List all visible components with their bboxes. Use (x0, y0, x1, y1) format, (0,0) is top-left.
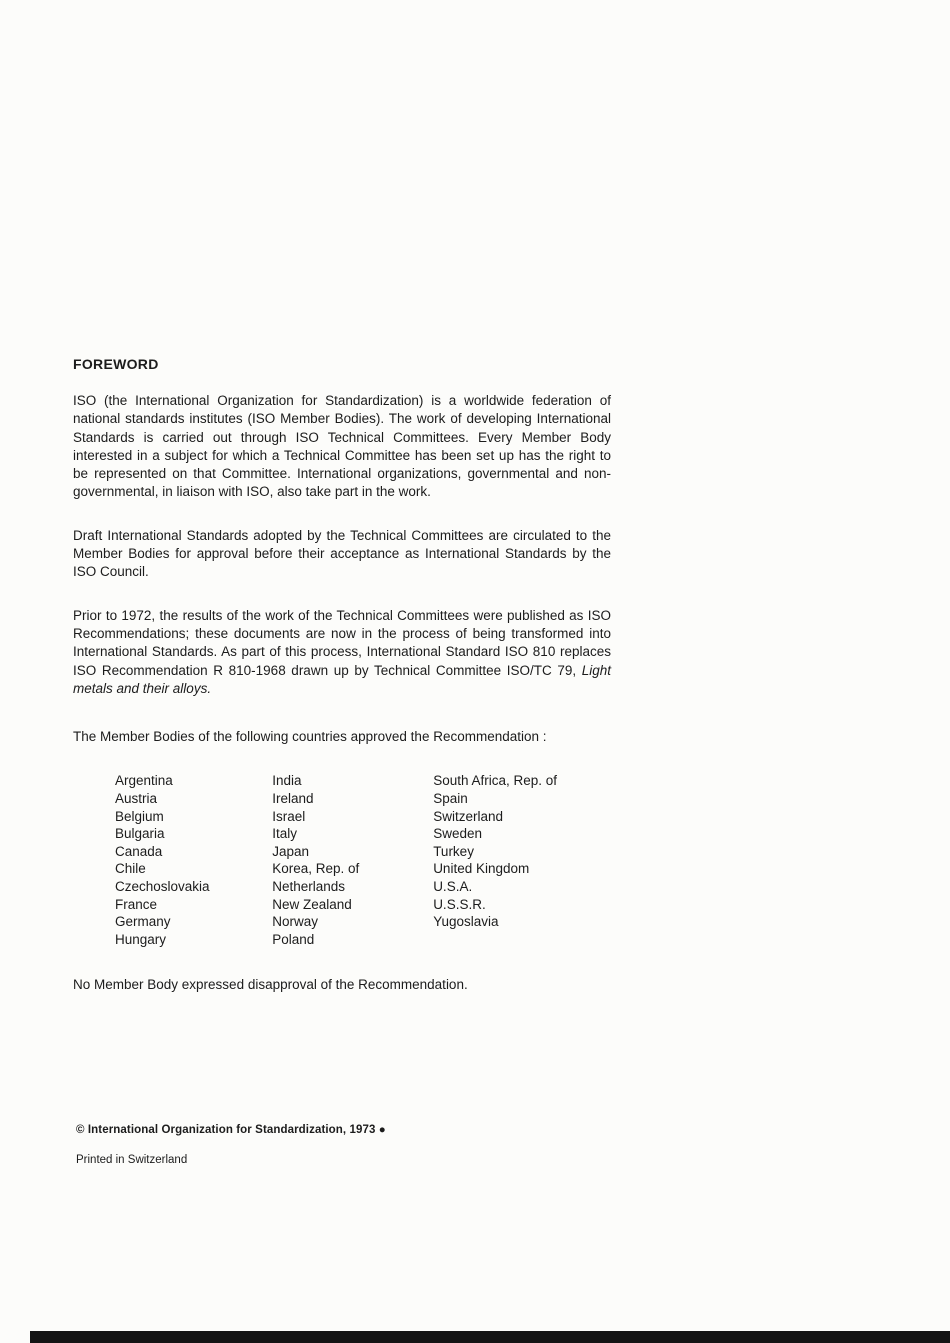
paragraph-member-bodies-intro: The Member Bodies of the following countries approved the Recommendation : (73, 729, 547, 745)
country-item: U.S.A. (433, 879, 473, 895)
country-item: Korea, Rep. of (272, 861, 360, 877)
country-item: Netherlands (272, 879, 346, 895)
country-item: Belgium (115, 808, 164, 824)
foreword-heading-text: FOREWORD (73, 356, 159, 372)
country-item: India (272, 773, 302, 789)
country-item: Austria (115, 791, 158, 807)
country-item: United Kingdom (433, 861, 530, 877)
foreword-heading (73, 356, 611, 372)
paragraph-prior-1972-text: Prior to 1972, the results of the work of the Technical Committees were published as ISO Recommendations; these documents are now in the process of being transformed into International Standards. As part of this process, International Standard ISO 810 replaces ISO Recommendation R 810-1968 drawn up by Technical Committee ISO/TC 79, (73, 607, 611, 678)
country-item: U.S.S.R. (433, 896, 486, 912)
country-item: Bulgaria (115, 826, 165, 842)
country-item: Sweden (433, 826, 482, 842)
country-item: Switzerland (433, 808, 503, 824)
copyright-line: © International Organization for Standardization, 1973 ● (76, 1124, 386, 1136)
printed-in-line: Printed in Switzerland (76, 1154, 188, 1166)
country-column-2 (272, 772, 433, 948)
country-column-1 (115, 772, 272, 948)
country-item: Norway (272, 914, 318, 930)
country-item: Czechoslovakia (115, 879, 210, 895)
country-list (115, 772, 611, 948)
country-item: Argentina (115, 773, 173, 789)
country-item: Turkey (433, 843, 474, 859)
country-item: Italy (272, 826, 297, 842)
country-item: Ireland (272, 791, 314, 807)
committee-title-italic: Light metals and their alloys. (73, 662, 611, 696)
country-item: Japan (272, 843, 310, 859)
country-item: Hungary (115, 931, 167, 947)
paragraph-prior-1972 (73, 607, 611, 698)
country-item: Israel (272, 808, 306, 824)
country-column-3 (433, 772, 611, 948)
country-item: Chile (115, 861, 146, 877)
country-item: Spain (433, 791, 468, 807)
paragraph-iso-intro: ISO (the International Organization for Standardization) is a worldwide federation of national standards institutes (ISO Member Bodies). The work of developing International Standards is carried out through ISO Technical Committees. Every Member Body interested in a subject for which a Technical Committee has been set up has the right to be represented on that Committee. International organizations, governmental and non-governmental, in liaison with ISO, also take part in the work. (73, 393, 611, 500)
country-item: Poland (272, 931, 315, 947)
country-item: Germany (115, 914, 171, 930)
country-item: France (115, 896, 158, 912)
page-bottom-scan-bar (30, 1331, 950, 1343)
country-item: Canada (115, 843, 163, 859)
country-item: Yugoslavia (433, 914, 499, 930)
paragraph-draft-standards: Draft International Standards adopted by the Technical Committees are circulated to the Member Bodies for approval before their acceptance as International Standards by the ISO Council. (73, 527, 611, 580)
closing-statement: No Member Body expressed disapproval of the Recommendation. (73, 977, 468, 993)
country-item: South Africa, Rep. of (433, 773, 558, 789)
country-item: New Zealand (272, 896, 352, 912)
foreword-section (73, 356, 611, 995)
